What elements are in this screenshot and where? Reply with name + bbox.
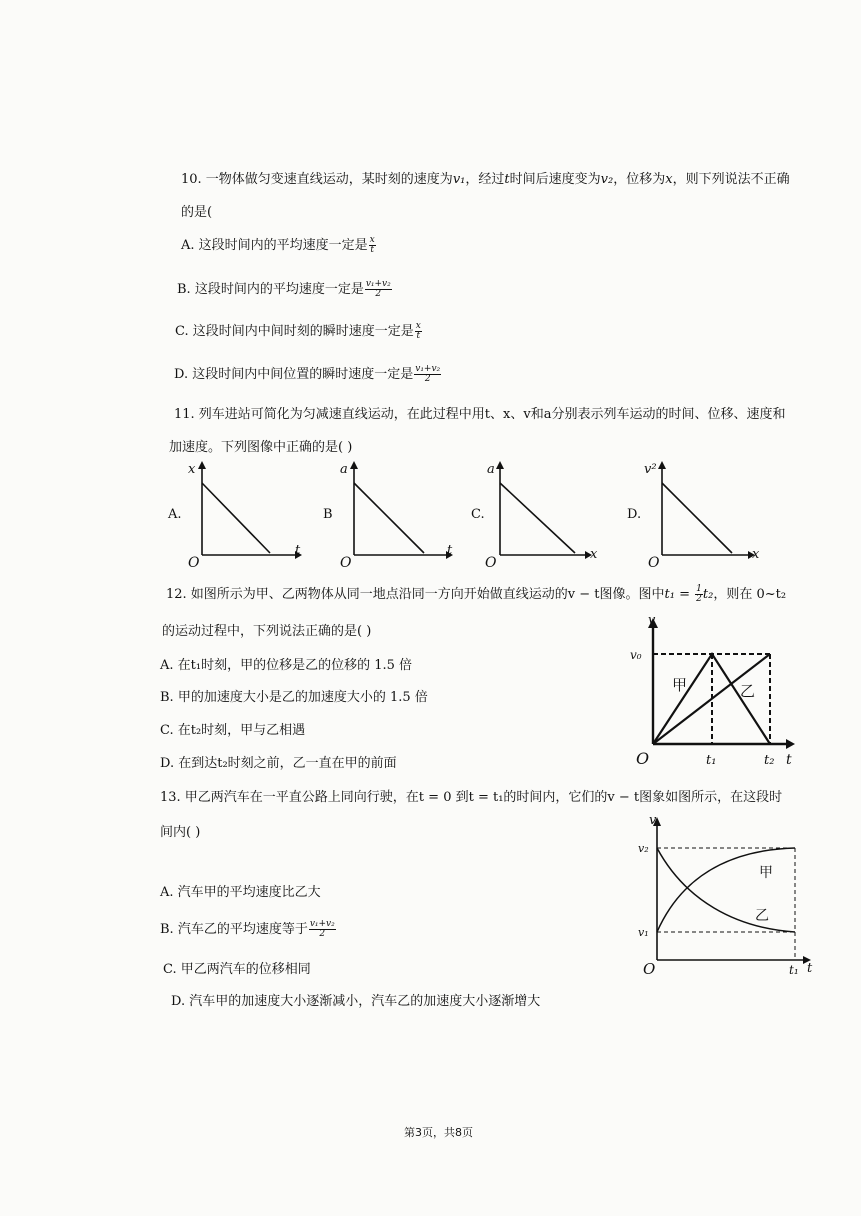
fraction-den: t: [370, 245, 374, 255]
q13-curve-jia: [657, 848, 795, 932]
q13-option-c: C. 甲乙两汽车的位移相同: [163, 962, 311, 977]
q10-option-b-text: B. 这段时间内的平均速度一定是: [177, 282, 364, 297]
q11-graph-a-y-label: x: [188, 462, 196, 477]
q12-formula: t₁ =: [664, 587, 695, 602]
q10-option-d: [174, 363, 441, 384]
q11-graph-a: [180, 455, 310, 570]
q11-graph-c-x-label: x: [590, 547, 598, 562]
q11-graph-a-x-label: t: [295, 543, 301, 558]
q11-graph-c: [480, 455, 610, 570]
q10-option-a: [181, 234, 376, 255]
q11-graph-c-y-label: a: [487, 462, 495, 477]
q10-option-b: [177, 278, 392, 299]
fraction-den: 2: [375, 289, 382, 299]
q11-graph-b-origin: O: [340, 555, 352, 571]
q11-graph-b-line: [354, 483, 424, 553]
q11-graph-c-origin: O: [485, 555, 497, 571]
q11-stem-line2: 加速度。下列图像中正确的是( ): [169, 440, 353, 455]
q13-t-axis-label: t: [807, 961, 813, 976]
q13-jia-label: 甲: [759, 865, 773, 881]
q12-t1-label: t₁: [706, 753, 717, 768]
q11-graph-d-label: D.: [627, 507, 642, 522]
fraction-num: x: [369, 235, 375, 245]
q11-graph-c-line: [500, 483, 575, 553]
q12-t-axis-label: t: [786, 752, 792, 768]
q12-stem-b: ，则在 0~t₂: [713, 587, 787, 602]
q13-option-b-text: B. 汽车乙的平均速度等于: [160, 922, 308, 937]
q13-option-b: [160, 918, 336, 939]
q12-jia-label: 甲: [672, 676, 688, 694]
q10-stem-line1: [181, 168, 790, 187]
q10-stem-d: ，位移为: [613, 172, 666, 187]
fraction-num: v₁+v₂: [365, 279, 391, 289]
q12-v0-label: v₀: [630, 648, 642, 662]
q11-graph-a-line: [202, 483, 270, 553]
q13-option-a: A. 汽车甲的平均速度比乙大: [160, 885, 321, 900]
q12-t2-label: t₂: [764, 753, 775, 768]
q10-stem-c: 时间后速度变为: [509, 172, 601, 187]
q11-graph-d-x-label: x: [752, 547, 760, 562]
q10-option-c: [175, 320, 422, 341]
q13-stem-line1: 13. 甲乙两汽车在一平直公路上同向行驶，在t = 0 到t = t₁的时间内，它们的v − t图象如图所示，在这段时: [160, 790, 783, 805]
q11-graph-d-y-label: v²: [644, 462, 657, 477]
q10-stem-line2: 的是(: [181, 205, 213, 220]
q11-graph-b-x-label: t: [447, 543, 453, 558]
q10-v1: v₁: [452, 172, 466, 187]
q11-graph-a-label: A.: [168, 507, 182, 522]
q10-stem-a: 10. 一物体做匀变速直线运动，某时刻的速度为: [181, 172, 453, 187]
q12-option-d: D. 在到达t₂时刻之前，乙一直在甲的前面: [160, 756, 397, 771]
q12-vt-graph: [628, 614, 803, 774]
fraction-den: 2: [696, 594, 702, 604]
q10-v2: v₂: [600, 172, 614, 187]
q10-t: t: [504, 172, 510, 187]
q13-curve-yi: [657, 848, 795, 932]
q12-stem-a: 12. 如图所示为甲、乙两物体从同一地点沿同一方向开始做直线运动的v − t图像。图中: [166, 587, 665, 602]
q12-v-axis-label: v: [648, 613, 656, 628]
q13-origin-label: O: [643, 960, 656, 978]
q12-origin-label: O: [636, 749, 650, 768]
q12-t2: t₂: [702, 587, 714, 602]
q13-stem-line2: 间内( ): [160, 825, 201, 840]
q11-stem-line1: 11. 列车进站可简化为匀减速直线运动，在此过程中用t、x、v和a分别表示列车运动的时间、位移、速度和: [174, 407, 786, 422]
fraction-num: x: [415, 321, 421, 331]
q10-option-a-text: A. 这段时间内的平均速度一定是: [181, 238, 368, 253]
fraction-den: 2: [319, 929, 326, 939]
q12-option-c: C. 在t₂时刻，甲与乙相遇: [160, 723, 306, 738]
q13-option-d: D. 汽车甲的加速度大小逐渐减小，汽车乙的加速度大小逐渐增大: [171, 994, 541, 1009]
q11-graph-c-label: C.: [471, 507, 485, 522]
q13-option-b-fraction: [309, 920, 336, 939]
q10-option-c-fraction: [415, 322, 422, 341]
q10-stem-e: ，则下列说法不正确: [672, 172, 790, 187]
q10-option-d-text: D. 这段时间内中间位置的瞬时速度一定是: [174, 367, 414, 382]
page-footer: 第3页，共8页: [404, 1126, 473, 1139]
fraction-num: v₁+v₂: [309, 919, 335, 929]
q11-graph-d-line: [662, 483, 732, 553]
q12-option-b: B. 甲的加速度大小是乙的加速度大小的 1.5 倍: [160, 690, 428, 705]
q10-option-b-fraction: [365, 280, 392, 299]
q10-x: x: [665, 172, 673, 187]
q12-yi-label: 乙: [740, 682, 756, 700]
q13-vt-graph: [635, 810, 820, 980]
q13-yi-label: 乙: [755, 908, 769, 924]
fraction-num: v₁+v₂: [415, 364, 441, 374]
q12-stem-line1: [166, 583, 786, 604]
q11-graph-b-y-label: a: [340, 462, 348, 477]
q12-stem-line2: 的运动过程中，下列说法正确的是( ): [162, 624, 372, 639]
q13-t1-label: t₁: [789, 963, 799, 977]
q10-stem-b: ，经过: [465, 172, 505, 187]
fraction-den: 2: [424, 374, 431, 384]
q11-graph-d-origin: O: [648, 555, 660, 571]
q13-v1-label: v₁: [638, 926, 649, 939]
fraction-num: 1: [696, 584, 702, 594]
q11-graph-a-origin: O: [188, 555, 200, 571]
q13-v2-label: v₂: [638, 842, 649, 855]
q11-graph-b: [336, 455, 466, 570]
q13-v-axis-label: v: [649, 813, 657, 828]
fraction-den: t: [416, 331, 421, 341]
q11-graph-b-label: B: [323, 507, 333, 522]
q10-option-c-text: C. 这段时间内中间时刻的瞬时速度一定是: [175, 324, 414, 339]
q10-option-d-fraction: [414, 365, 441, 384]
q10-option-a-fraction: [369, 236, 376, 255]
q12-fraction: [695, 585, 703, 604]
q11-graph-d: [640, 455, 770, 570]
q12-option-a: A. 在t₁时刻，甲的位移是乙的位移的 1.5 倍: [160, 658, 413, 673]
